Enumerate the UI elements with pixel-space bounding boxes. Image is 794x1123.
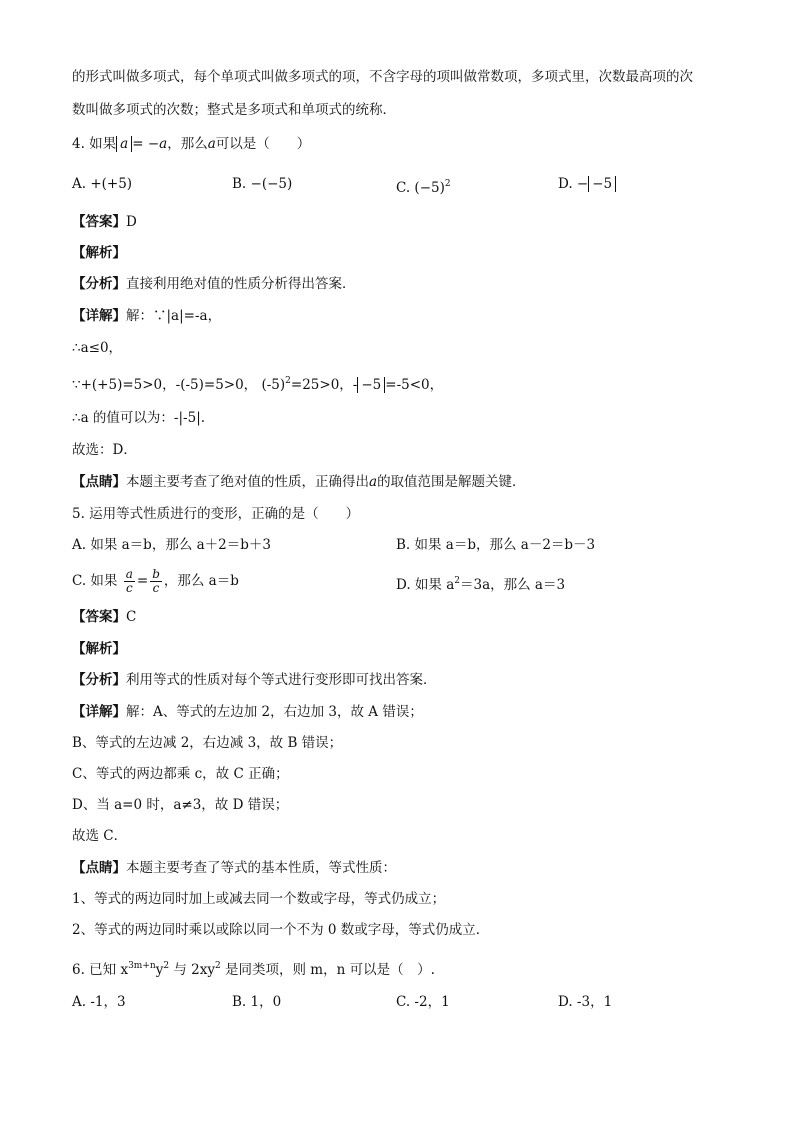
q4-step-2: ∵+(+5)=5>0，-(-5)=5>0， $(-5)^2=25>0$，- −5 =-5<0， (72, 376, 444, 393)
q6-option-c: C. -2，1 (396, 994, 450, 1010)
fraction-a-over-c: $\frac{a}{c}$ (125, 567, 133, 595)
intro-line-2: 数叫做多项式的次数；整式是多项式和单项式的统称． (72, 102, 396, 118)
q5-dianjing: 【点睛】本题主要考查了等式的基本性质，等式性质： (72, 860, 396, 876)
q5-step-1: B、等式的左边减 2，右边减 3，故 B 错误； (72, 735, 343, 751)
q6-stem: 6. 已知 $x^{3m+n}y^2$ 与 $2xy^2$ 是同类项，则 m，n 可以是（ ）. (72, 961, 435, 978)
q5-step-2: C、等式的两边都乘 c，故 C 正确； (72, 766, 289, 782)
q5-fenxi: 【分析】利用等式的性质对每个等式进行变形即可找出答案． (72, 672, 437, 688)
q4-option-d: D. − −5 (558, 174, 616, 194)
q5-step-3: D、当 a=0 时，a≠3，故 D 错误； (72, 797, 289, 813)
q5-stem: 5. 运用等式性质进行的变形，正确的是（ ） (72, 506, 360, 522)
q5-option-d: D. 如果 $a^2=3a$，那么 a＝3 (396, 576, 566, 593)
q6-option-a: A. -1，3 (72, 994, 126, 1010)
q5-option-c: C. 如果 $\frac{a}{c}$ = $\frac{b}{c}$ ，那么 a＝b (72, 567, 239, 595)
q6-option-d: D. -3，1 (558, 994, 613, 1010)
q5-option-a: A. 如果 a＝b，那么 a＋2＝b＋3 (72, 537, 271, 553)
q4-option-c: C. $(-5)^2$ (396, 179, 451, 196)
q4-dianjing: 【点睛】本题主要考查了绝对值的性质，正确得出a的取值范围是解题关键． (72, 474, 526, 490)
abs-a: a (116, 136, 132, 152)
q5-property-1: 1、等式的两边同时加上或减去同一个数或字母，等式仍成立； (72, 891, 446, 907)
q5-xiangjie: 【详解】解：A、等式的左边加 2，右边加 3，故 A 错误； (72, 704, 423, 720)
fraction-b-over-c: $\frac{b}{c}$ (152, 567, 160, 595)
q5-option-b: B. 如果 a＝b，那么 a－2＝b－3 (396, 537, 596, 553)
q4-step-3: ∴a 的值可以为：-|-5|. (72, 410, 206, 426)
q4-option-a: A. +(+5) (72, 176, 133, 192)
intro-line-1: 的形式叫做多项式，每个单项式叫做多项式的项，不含字母的项叫做常数项，多项式里，次数最高项的次 (72, 69, 693, 85)
q4-answer: 【答案】D (72, 214, 137, 230)
q4-analysis-title: 【解析】 (72, 245, 126, 261)
q4-option-b: B. −(−5) (232, 176, 293, 192)
q5-answer: 【答案】C (72, 609, 137, 625)
q4-xiangjie: 【详解】解：∵|a|=-a， (72, 308, 222, 324)
q4-step-1: ∴a≤0， (72, 340, 123, 356)
q4-fenxi: 【分析】直接利用绝对值的性质分析得出答案． (72, 276, 356, 292)
q4-choose: 故选：D． (72, 442, 137, 458)
q5-property-2: 2、等式的两边同时乘以或除以同一个不为 0 数或字母，等式仍成立． (72, 922, 490, 938)
q5-choose: 故选 C． (72, 828, 128, 844)
q6-option-b: B. 1，0 (232, 994, 282, 1010)
q4-stem: 4. 如果 a = −a，那么a可以是（ ） (72, 136, 311, 152)
q5-analysis-title: 【解析】 (72, 641, 126, 657)
